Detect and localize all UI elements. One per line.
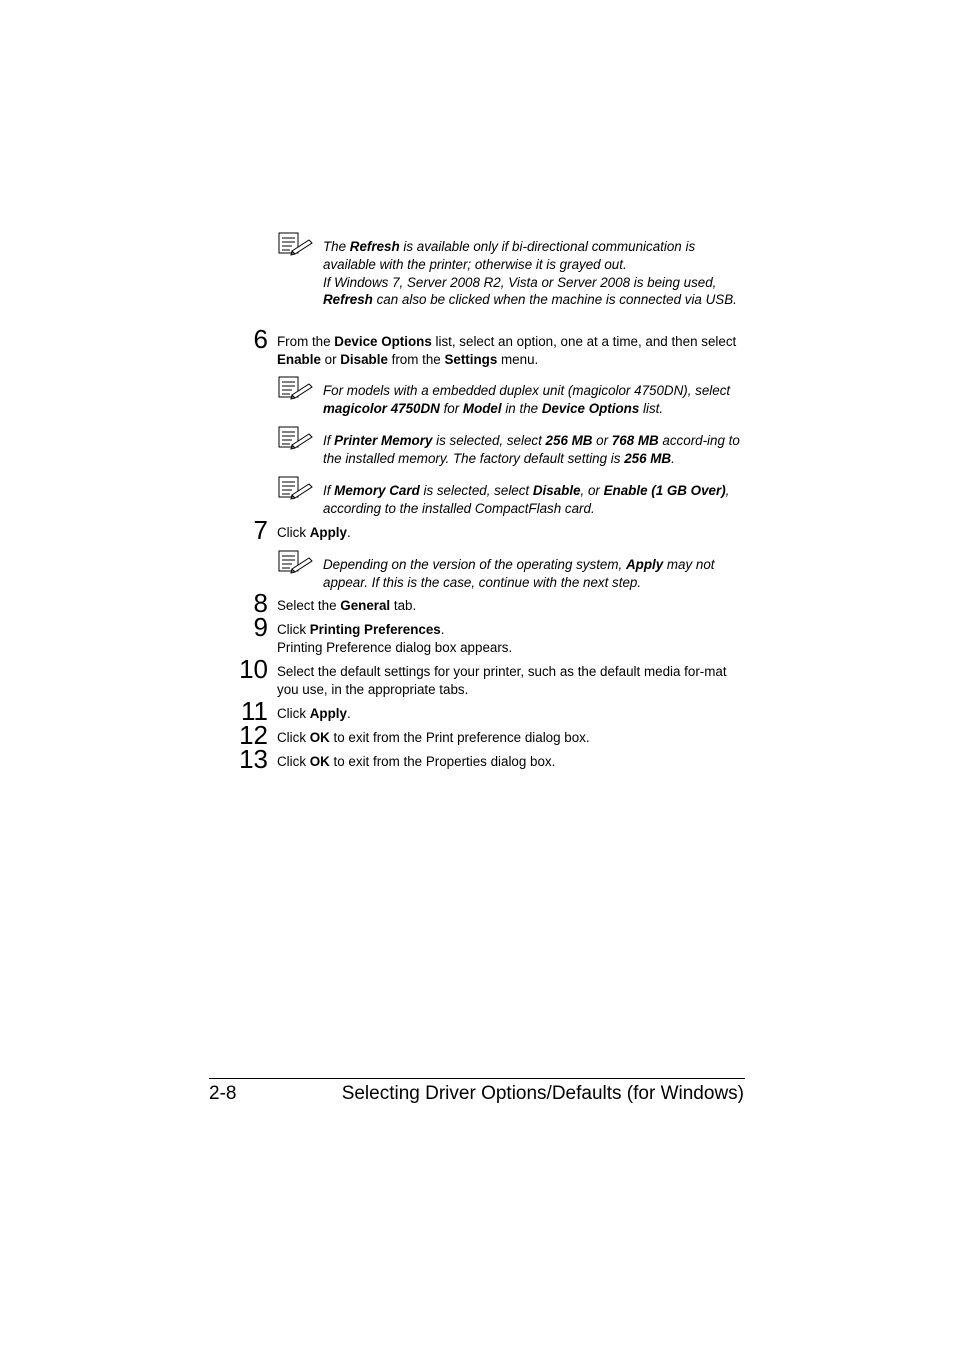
note-refresh xyxy=(323,238,748,309)
step-9-text: Click Printing Preferences. Printing Preference dialog box appears. xyxy=(277,621,747,657)
step-number: 9 xyxy=(253,612,268,642)
note-refresh-p1: The Refresh is available only if bi-directional communication is available with the printer; otherwise it is grayed out. xyxy=(323,239,696,272)
step-9-result: Printing Preference dialog box appears. xyxy=(277,639,513,655)
step-11-text: Click Apply. xyxy=(277,706,351,721)
note-icon xyxy=(278,550,314,574)
note-memory: If Printer Memory is selected, select 256 MB or 768 MB accord-ing to the installed memory. The factory default setting is 256 MB. xyxy=(323,433,740,466)
step-number: 13 xyxy=(239,744,268,774)
note-apply: Depending on the version of the operating system, Apply may not appear. If this is the case, continue with the next step. xyxy=(323,557,715,590)
step-number: 6 xyxy=(253,324,268,354)
step-number: 11 xyxy=(241,696,268,726)
note-duplex: For models with a embedded duplex unit (magicolor 4750DN), select magicolor 4750DN for Model in the Device Options list. xyxy=(323,383,731,416)
section-title: Selecting Driver Options/Defaults (for Windows) xyxy=(341,1083,744,1104)
step-12-text: Click OK to exit from the Print preference dialog box. xyxy=(277,730,590,745)
page-number: 2-8 xyxy=(209,1083,237,1104)
note-icon xyxy=(278,426,314,450)
step-13-text: Click OK to exit from the Properties dialog box. xyxy=(277,754,556,769)
step-number: 10 xyxy=(239,654,268,684)
note-memory-card: If Memory Card is selected, select Disable, or Enable (1 GB Over), according to the installed CompactFlash card. xyxy=(323,483,730,516)
note-icon xyxy=(278,232,314,256)
note-icon xyxy=(278,476,314,500)
step-7-text: Click Apply. xyxy=(277,525,351,540)
step-number: 7 xyxy=(253,515,268,545)
step-number: 12 xyxy=(239,720,268,750)
step-number: 8 xyxy=(253,588,268,618)
note-refresh-p2: If Windows 7, Server 2008 R2, Vista or Server 2008 is being used, Refresh can also be clicked when the machine is connected via USB. xyxy=(323,274,737,308)
step-6-text: From the Device Options list, select an option, one at a time, and then select Enable or Disable from the Settings menu. xyxy=(277,334,737,367)
note-icon xyxy=(278,376,314,400)
step-10-text: Select the default settings for your printer, such as the default media for-mat you use, in the appropriate tabs. xyxy=(277,664,727,697)
step-8-text: Select the General tab. xyxy=(277,598,417,613)
footer-rule xyxy=(209,1078,745,1079)
